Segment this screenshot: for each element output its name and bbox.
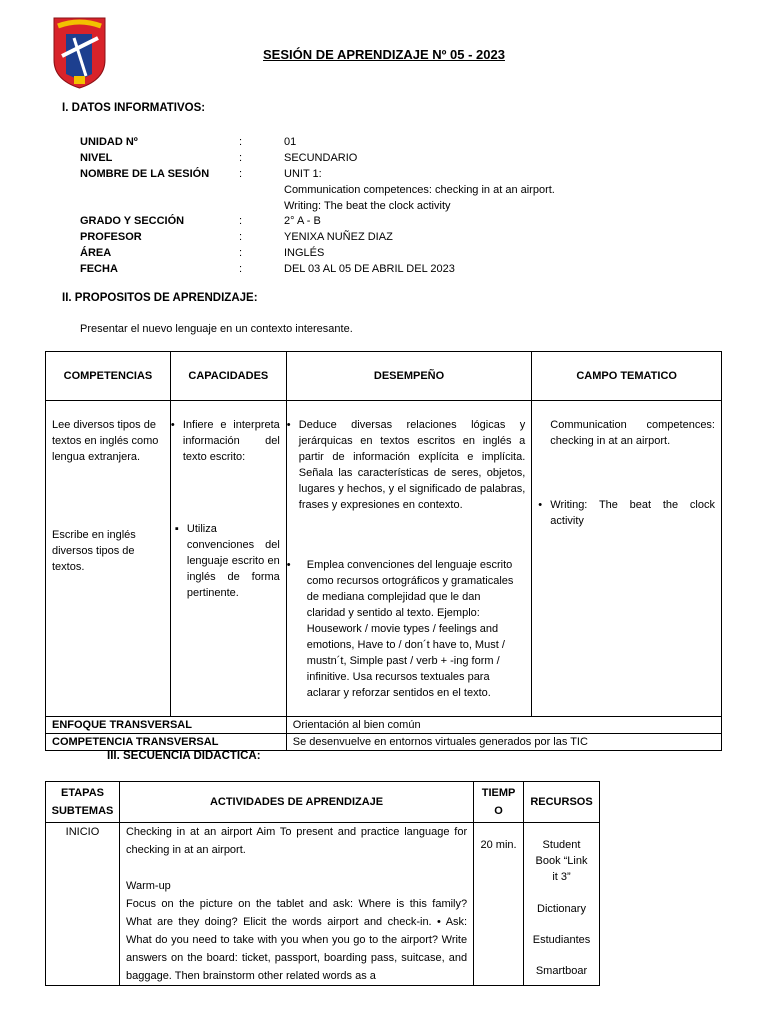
warm-up-text: Focus on the picture on the tablet and ask: Where is this family? What are they doing? Elicit the words airport and check-in. • Ask: What do you need to take with you when you go to the airport? Write answers on the board: ticket, passport, boarding pass, suitcase, and baggage. Then brainstorm other related words as a [125, 898, 468, 982]
info-row [80, 213, 700, 229]
info-colon: : [239, 215, 243, 227]
actividades-cell [119, 823, 473, 986]
info-colon: : [239, 247, 243, 259]
info-colon: : [239, 152, 243, 164]
info-label: NOMBRE DE LA SESIÓN [80, 168, 210, 180]
campo-tematico-cell [532, 401, 722, 717]
activity-intro: Checking in at an airport Aim To present and practice language for checking in at an airport. [125, 826, 468, 856]
info-row [80, 134, 700, 150]
warm-up-heading: Warm-up [125, 880, 171, 892]
info-value: Communication competences: checking in at an airport. [284, 184, 555, 196]
bullet-icon: • [538, 499, 543, 511]
header-capacidades: CAPACIDADES [170, 352, 286, 401]
recurso-student-book: Student Book “Link it 3” [535, 839, 588, 883]
info-label: PROFESOR [80, 231, 142, 243]
recurso-smartboard: Smartboar [535, 965, 588, 977]
info-label: GRADO Y SECCIÓN [80, 215, 185, 227]
info-colon: : [239, 231, 243, 243]
competencia-transversal-value: Se desenvuelve en entornos virtuales generados por las TIC [286, 734, 721, 751]
competencia-1: Lee diversos tipos de textos en inglés como lengua extranjera. [52, 419, 159, 463]
header-desempeno: DESEMPEÑO [286, 352, 532, 401]
header-etapas: ETAPAS SUBTEMAS [46, 782, 120, 823]
capacidades-cell [170, 401, 286, 717]
bullet-icon: ▪ [174, 523, 179, 535]
learning-purposes-table [45, 351, 722, 751]
header-recursos: RECURSOS [524, 782, 600, 823]
desempeno-1: Deduce diversas relaciones lógicas y jerárquicas en textos escritos en inglés a partir de información explícita e implícita. Señala las características de seres, objetos, lugares y hechos, y el significado de palabras, frases y expresiones en contexto. [298, 419, 526, 511]
info-label: FECHA [80, 263, 118, 275]
section-3-heading: III. SECUENCIA DIDACTICA: [107, 750, 261, 762]
info-value: INGLÉS [284, 247, 325, 259]
info-row [80, 182, 700, 198]
enfoque-transversal-label: ENFOQUE TRANSVERSAL [46, 717, 287, 734]
info-value: 01 [284, 136, 297, 148]
info-colon: : [239, 168, 243, 180]
info-label: ÁREA [80, 247, 112, 259]
info-value: UNIT 1: [284, 168, 322, 180]
info-row [80, 261, 700, 277]
info-row [80, 198, 700, 214]
capacidad-1: Infiere e interpreta información del texto escrito: [182, 419, 280, 463]
capacidad-2: Utiliza convenciones del lenguaje escrito en inglés de forma pertinente. [186, 523, 280, 599]
info-row [80, 229, 700, 245]
tiempo-value: 20 min. [474, 823, 524, 986]
header-actividades: ACTIVIDADES DE APRENDIZAJE [119, 782, 473, 823]
info-value: SECUNDARIO [284, 152, 358, 164]
campo-1: Communication competences: checking in at an airport. [550, 419, 715, 447]
section-2-heading: II. PROPOSITOS DE APRENDIZAJE: [62, 292, 258, 304]
info-value: Writing: The beat the clock activity [284, 200, 451, 212]
info-row [80, 150, 700, 166]
info-row [80, 166, 700, 182]
info-row [80, 245, 700, 261]
recursos-cell [524, 823, 600, 986]
info-value: YENIXA NUÑEZ DIAZ [284, 231, 393, 243]
desempeno-2: Emplea convenciones del lenguaje escrito como recursos ortográficos y gramaticales de mediana complejidad que le dan claridad y sentido al texto. Ejemplo: Housework / movie types / feelings and emotions, Have to / don´t have to, Must / mustn´t, Simple past / verb + -ing form / infinitive. Usa recursos textuales para aclarar y reforzar sentidos en el texto. [306, 559, 514, 699]
desempeno-cell [286, 401, 532, 717]
header-tiempo: TIEMPO [474, 782, 524, 823]
recurso-dictionary: Dictionary [537, 903, 586, 915]
page-title: SESIÓN DE APRENDIZAJE Nº 05 - 2023 [263, 47, 505, 62]
info-value: DEL 03 AL 05 DE ABRIL DEL 2023 [284, 263, 455, 275]
competencia-transversal-label: COMPETENCIA TRANSVERSAL [46, 734, 287, 751]
info-value: 2° A - B [284, 215, 321, 227]
info-colon: : [239, 136, 243, 148]
etapa-inicio: INICIO [46, 823, 120, 986]
info-label: UNIDAD Nº [80, 136, 138, 148]
header-campo-tematico: CAMPO TEMATICO [532, 352, 722, 401]
header-competencias: COMPETENCIAS [46, 352, 171, 401]
purpose-intro: Presentar el nuevo lenguaje en un contexto interesante. [80, 323, 353, 335]
didactic-sequence-table [45, 781, 600, 986]
campo-2: Writing: The beat the clock activity [550, 499, 715, 527]
bullet-icon: • [170, 419, 175, 431]
info-label: NIVEL [80, 152, 113, 164]
recurso-estudiantes: Estudiantes [532, 934, 591, 946]
bullet-icon: • [286, 419, 291, 431]
bullet-icon: • [286, 559, 291, 571]
competencia-2: Escribe en inglés diversos tipos de textos. [52, 529, 136, 573]
competencias-cell [46, 401, 171, 717]
info-colon: : [239, 263, 243, 275]
enfoque-transversal-value: Orientación al bien común [286, 717, 721, 734]
section-1-heading: I. DATOS INFORMATIVOS: [62, 102, 206, 114]
